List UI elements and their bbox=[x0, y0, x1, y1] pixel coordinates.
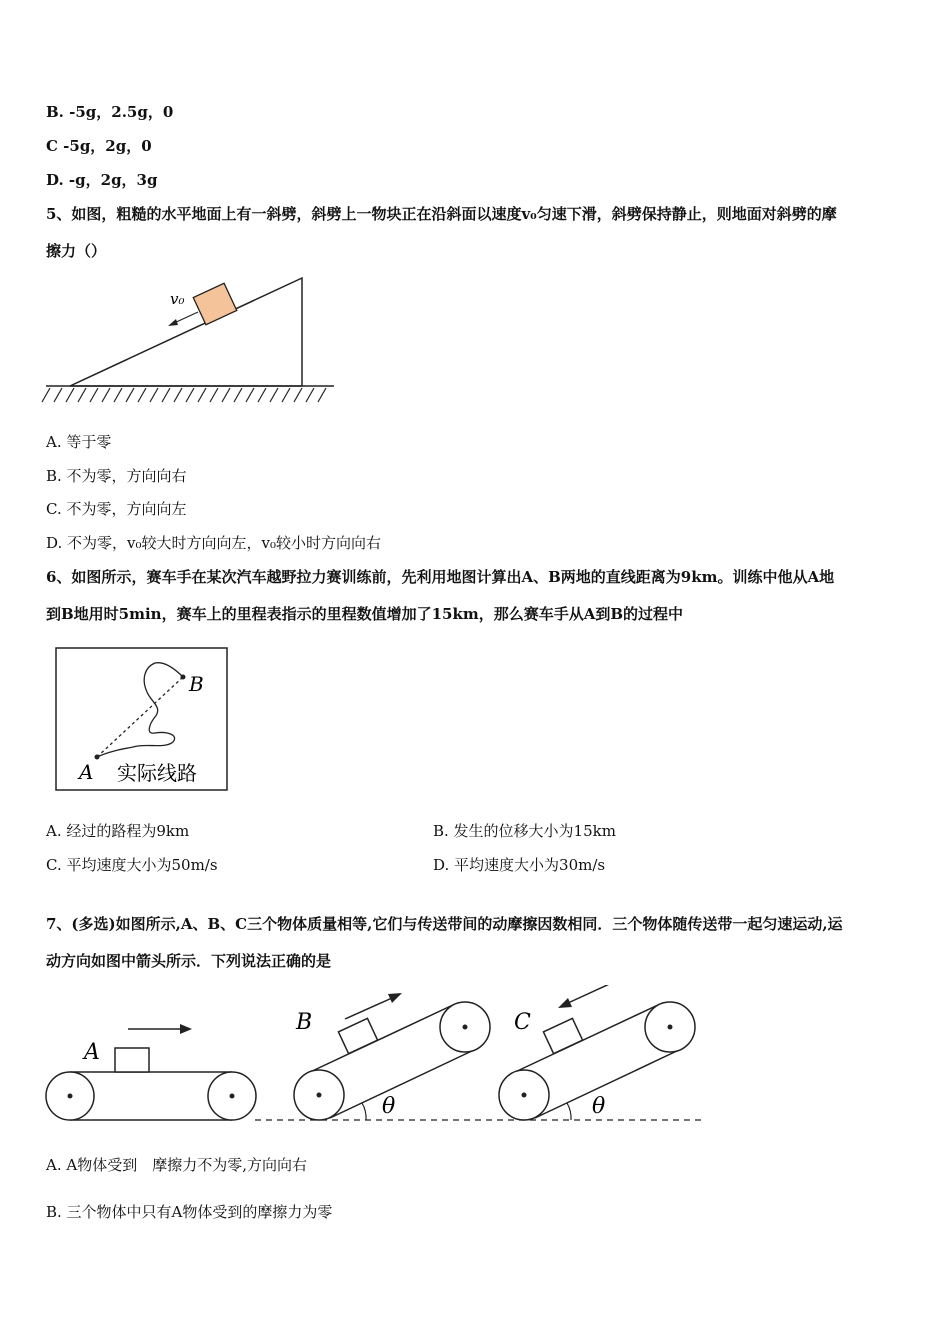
q5-option-c: C. 不为零，方向向左 bbox=[46, 500, 187, 518]
conveyor-a bbox=[46, 1024, 256, 1120]
arrow-c bbox=[558, 998, 572, 1008]
route-label: 实际线路 bbox=[117, 761, 197, 785]
q7-option-b: B. 三个物体中只有A物体受到的摩擦力为零 bbox=[46, 1203, 333, 1221]
q7-conveyor-figure bbox=[40, 985, 720, 1135]
q5-incline-figure bbox=[40, 270, 340, 410]
q6-option-a: A. 经过的路程为9km bbox=[46, 822, 190, 840]
q5-option-b: B. 不为零，方向向右 bbox=[46, 467, 187, 485]
ground-hatching bbox=[42, 388, 326, 402]
angle-c: θ bbox=[592, 1094, 606, 1119]
q6-option-b: B. 发生的位移大小为15km bbox=[433, 822, 616, 840]
option-c-prev: C -5g，2g，0 bbox=[46, 137, 152, 155]
q6-stem-line1: 6、如图所示，赛车手在某次汽车越野拉力赛训练前，先利用地图计算出A、B两地的直线距离为9km。训练中他从A地 bbox=[46, 568, 835, 586]
option-d-prev: D. -g，2g，3g bbox=[46, 171, 158, 189]
q5-option-d: D. 不为零，v₀较大时方向向左，v₀较小时方向向右 bbox=[46, 534, 382, 552]
q5-stem-line2: 擦力（） bbox=[46, 242, 107, 260]
arrow-b bbox=[388, 993, 402, 1003]
q6-stem-line2: 到B地用时5min，赛车上的里程表指示的里程数值增加了15km，那么赛车手从A到B的过程中 bbox=[46, 605, 684, 623]
conveyor-b bbox=[294, 993, 490, 1120]
q5-option-a: A. 等于零 bbox=[46, 433, 112, 451]
arrow-a bbox=[180, 1024, 192, 1034]
q5-stem-line1: 5、如图，粗糙的水平地面上有一斜劈，斜劈上一物块正在沿斜面以速度v₀匀速下滑，斜劈保持静止，则地面对斜劈的摩 bbox=[46, 205, 837, 223]
block-b bbox=[338, 1018, 377, 1053]
q6-option-d: D. 平均速度大小为30m/s bbox=[433, 856, 606, 874]
point-a-label: A bbox=[79, 760, 94, 784]
block-a bbox=[115, 1048, 149, 1072]
label-c: C bbox=[514, 1010, 531, 1035]
v0-label: v₀ bbox=[170, 290, 185, 308]
angle-b: θ bbox=[382, 1094, 396, 1119]
point-b-label: B bbox=[189, 672, 204, 696]
q7-stem-line2: 动方向如图中箭头所示．下列说法正确的是 bbox=[46, 952, 332, 970]
label-a: A bbox=[84, 1040, 100, 1065]
wedge bbox=[70, 278, 302, 386]
q7-option-a: A. A物体受到 摩擦力不为零,方向向右 bbox=[46, 1156, 307, 1174]
label-b: B bbox=[296, 1010, 313, 1035]
block bbox=[193, 283, 236, 325]
q6-option-c: C. 平均速度大小为50m/s bbox=[46, 856, 218, 874]
option-b-prev: B. -5g，2.5g，0 bbox=[46, 103, 174, 121]
conveyor-c bbox=[499, 985, 695, 1120]
q7-stem-line1: 7、(多选)如图所示,A、B、C三个物体质量相等,它们与传送带间的动摩擦因数相同．三个物体随传送带一起匀速运动,运 bbox=[46, 915, 843, 933]
block-c bbox=[543, 1018, 582, 1053]
q6-map-figure bbox=[55, 647, 229, 793]
